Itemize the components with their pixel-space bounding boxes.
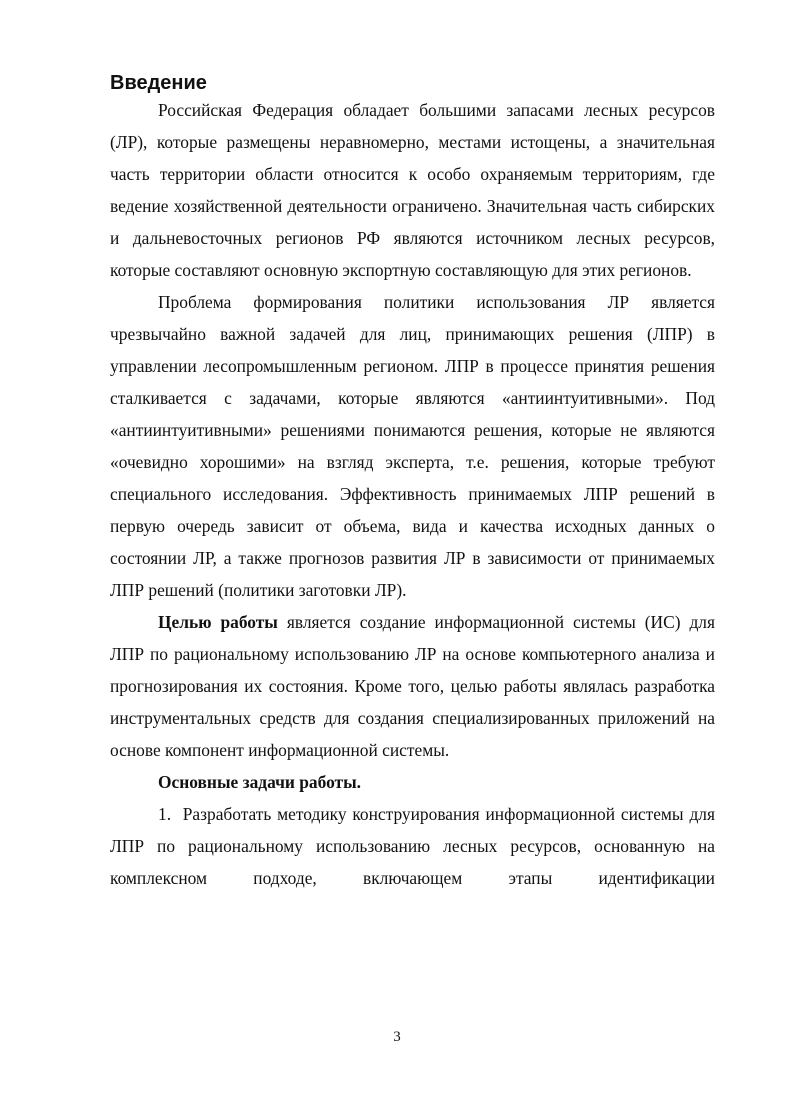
paragraph-intro: Российская Федерация обладает большими запасами лесных ресурсов (ЛР), которые размещены неравномерно, местами истощены, а значительная часть территории области относится к особо охраняемым территориям, где ведение хозяйственной деятельности ограничено. Значительная часть сибирских и дальневосточных регионов РФ являются источником лесных ресурсов, которые составляют основную экспортную составляющую для этих регионов. [110, 100, 715, 280]
section-heading: Введение [110, 72, 207, 94]
list-item-number: 1. [158, 804, 172, 824]
list-item [110, 798, 715, 894]
tasks-heading [110, 766, 715, 798]
body-text [110, 94, 715, 894]
goal-text: является создание информационной системы (ИС) для ЛПР по рациональному использованию ЛР на основе компьютерного анализа и прогнозирования их состояния. Кроме того, целью работы являлась разработка инструментальных средств для создания специализированных приложений на основе компонент информационной системы. [110, 612, 715, 760]
paragraph-problem: Проблема формирования политики использования ЛР является чрезвычайно важной задачей для лиц, принимающих решения (ЛПР) в управлении лесопромышленным регионом. ЛПР в процессе принятия решения сталкивается с задачами, которые являются «антиинтуитивными». Под «антиинтуитивными» решениями понимаются решения, которые не являются «очевидно хорошими» на взгляд эксперта, т.е. решения, которые требуют специального исследования. Эффективность принимаемых ЛПР решений в первую очередь зависит от объема, вида и качества исходных данных о состоянии ЛР, а также прогнозов развития ЛР в зависимости от принимаемых ЛПР решений (политики заготовки ЛР). [110, 292, 715, 600]
tasks-heading-label: Основные задачи работы. [158, 772, 362, 792]
paragraph-goal [110, 606, 715, 766]
page-number: 3 [393, 1029, 401, 1045]
list-item-text: Разработать методику конструирования информационной системы для ЛПР по рациональному использованию лесных ресурсов, основанную на комплексном подходе, включающем этапы идентификации [110, 804, 715, 888]
goal-label: Целью работы [158, 612, 278, 632]
